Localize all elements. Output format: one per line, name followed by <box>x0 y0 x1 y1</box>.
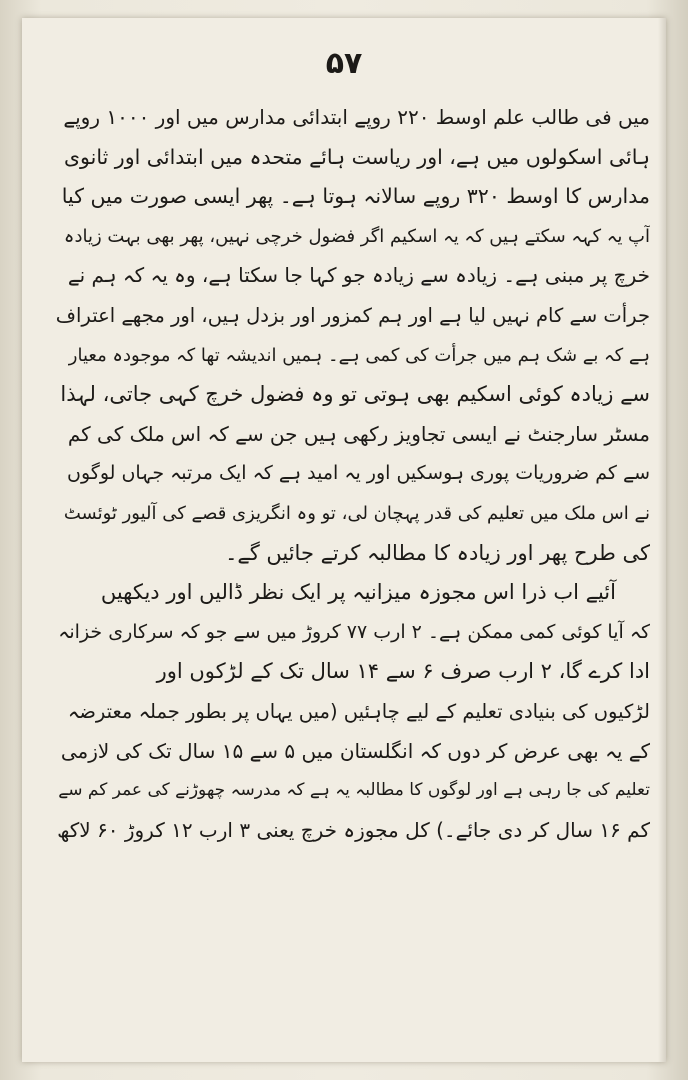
text-line: میں فی طالب علم اوسط ۲۲۰ روپے ابتدائی مدارس میں اور ۱۰۰۰ روپے <box>63 105 650 129</box>
text-line: تعلیم کی جا رہی ہے اور لوگوں کا مطالبہ یہ ہے کہ مدرسہ چھوڑنے کی عمر کم سے <box>58 780 650 801</box>
text-line: مدارس کا اوسط ۳۲۰ روپے سالانہ ہوتا ہے۔ پھر ایسی صورت میں کیا <box>61 184 650 209</box>
text-line: مسٹر سارجنٹ نے ایسی تجاویز رکھی ہیں جن سے کہ اس ملک کی کم <box>67 421 650 446</box>
page-edge-shadow <box>658 18 666 1062</box>
text-line: لڑکیوں کی بنیادی تعلیم کے لیے چاہئیں (میں یہاں پر بطور جملہ معترضہ <box>67 699 650 723</box>
text-line: جرأت سے کام نہیں لیا ہے اور ہم کمزور اور بزدل ہیں، اور مجھے اعتراف <box>56 303 650 327</box>
text-line: ہے کہ بے شک ہم میں جرأت کی کمی ہے۔ ہمیں اندیشہ تھا کہ موجودہ معیار <box>68 344 650 366</box>
text-line: خرچ پر مبنی ہے۔ زیادہ سے زیادہ جو کہا جا سکتا ہے، وہ یہ کہ ہم نے <box>67 263 650 288</box>
text-line: ادا کرے گا، ۲ ارب صرف ۶ سے ۱۴ سال تک کے لڑکوں اور <box>156 659 650 684</box>
book-page <box>22 18 666 1062</box>
text-line: سے زیادہ کوئی اسکیم بھی ہوتی تو وہ فضول خرچ کہی جاتی، لہذا <box>60 382 650 407</box>
text-line: کی طرح پھر اور زیادہ کا مطالبہ کرتے جائیں گے۔ <box>225 540 650 565</box>
text-line: نے اس ملک میں تعلیم کی قدر پہچان لی، تو وہ انگریزی قصے کی آلیور ٹوئسٹ <box>63 502 650 524</box>
body-text <box>56 98 650 850</box>
text-line: کے یہ بھی عرض کر دوں کہ انگلستان میں ۵ سے ۱۵ سال تک کی لازمی <box>60 738 650 763</box>
text-line-paragraph-start: آئیے اب ذرا اس مجوزہ میزانیہ پر ایک نظر ڈالیں اور دیکھیں <box>100 580 616 605</box>
text-line: کم ۱۶ سال کر دی جائے۔) کل مجوزہ خرچ یعنی ۳ ارب ۱۲ کروڑ ۶۰ لاکھ <box>57 817 650 842</box>
text-line: کہ آیا کوئی کمی ممکن ہے۔ ۲ ارب ۷۷ کروڑ میں سے جو کہ سرکاری خزانہ <box>58 620 650 643</box>
text-line: سے کم ضروریات پوری ہوسکیں اور یہ امید ہے کہ ایک مرتبہ جہاں لوگوں <box>67 462 650 485</box>
page-number: ۵۷ <box>325 46 363 81</box>
text-line: ہائی اسکولوں میں ہے، اور ریاست ہائے متحدہ میں ابتدائی اور ثانوی <box>63 144 650 169</box>
text-line: آپ یہ کہہ سکتے ہیں کہ یہ اسکیم اگر فضول خرچی نہیں، پھر بھی بہت زیادہ <box>63 225 650 247</box>
